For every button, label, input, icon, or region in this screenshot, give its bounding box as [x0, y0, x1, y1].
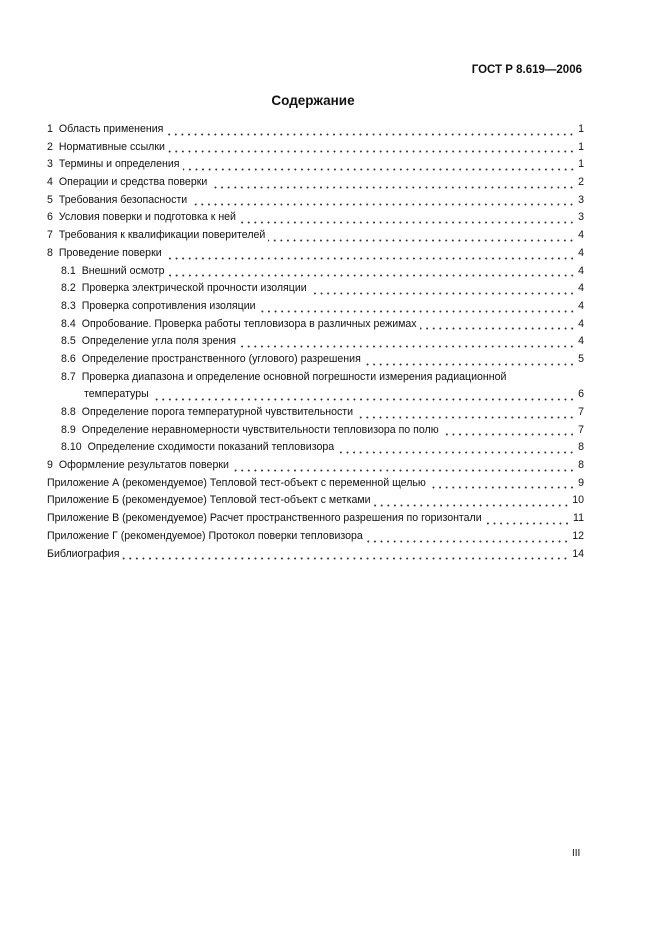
- toc-entry-title: Требования безопасности: [58, 193, 188, 206]
- dot-leader: [310, 283, 575, 295]
- toc-entry[interactable]: [47, 192, 584, 210]
- toc-entry-title: Определение порога температурной чувствительности: [81, 406, 354, 418]
- toc-entry-title: Оформление результатов поверки: [58, 459, 229, 472]
- toc-entry-number: 8.4: [61, 317, 76, 330]
- toc-entry-title: Требования к квалификации поверителей: [58, 229, 266, 242]
- toc-entry-title: Термины и определения: [58, 158, 180, 171]
- dot-leader: [337, 442, 575, 454]
- toc-entry[interactable]: [47, 139, 584, 157]
- toc-entry[interactable]: [47, 351, 584, 369]
- toc-entry-number: 8.8: [61, 406, 76, 418]
- toc-entry-page: 8: [578, 441, 584, 454]
- page-title: Содержание: [271, 93, 355, 108]
- page-number: III: [572, 848, 581, 859]
- toc-entry-page: 11: [573, 512, 584, 525]
- dot-leader: [366, 531, 569, 543]
- toc-entry-number: 8.6: [61, 352, 76, 365]
- toc-entry-number: 1: [47, 123, 53, 135]
- toc-entry-title: Внешний осмотр: [81, 264, 165, 277]
- toc-entry-number: 9: [47, 459, 53, 472]
- toc-entry-page: 1: [578, 140, 584, 153]
- toc-entry-page: 4: [578, 317, 584, 330]
- toc-entry-line: [61, 386, 584, 404]
- toc-entry-title: Условия поверки и подготовка к ней: [58, 211, 236, 224]
- dot-leader: [429, 477, 575, 489]
- dot-leader: [268, 230, 575, 242]
- toc-entry-page: 9: [578, 476, 584, 489]
- toc-entry-page: 4: [578, 335, 584, 348]
- toc-entry-title: Определение пространственного (углового) разрешения: [81, 352, 361, 365]
- toc-entry-title: Приложение Б (рекомендуемое) Тепловой тест-объект с метками: [47, 494, 371, 507]
- toc-entry-number: 4: [47, 176, 53, 189]
- toc-entry-title: Проведение поверки: [58, 246, 162, 259]
- toc-entry-title: Приложение А (рекомендуемое) Тепловой тест-объект с переменной щелью: [47, 476, 426, 489]
- dot-leader: [259, 301, 576, 313]
- toc-entry-page: 1: [578, 158, 584, 171]
- toc-entry[interactable]: [47, 174, 584, 192]
- toc-entry-page: 6: [578, 388, 584, 401]
- toc-entry-number: 6: [47, 211, 53, 224]
- toc-entry-page: 7: [578, 423, 584, 436]
- toc-entry-number: 5: [47, 193, 53, 206]
- toc-entry-number: 7: [47, 229, 53, 242]
- toc-entry-number: 8.5: [61, 335, 76, 348]
- toc-entry-page: 8: [578, 459, 584, 472]
- dot-leader: [152, 389, 575, 401]
- toc-entry-page: 4: [578, 264, 584, 277]
- dot-leader: [364, 354, 575, 366]
- toc-entry-page: 4: [578, 246, 584, 259]
- dot-leader: [442, 424, 575, 436]
- toc-entry[interactable]: [47, 439, 584, 457]
- toc-entry-page: 10: [572, 494, 584, 507]
- toc-entry-title: Определение неравномерности чувствительности тепловизора по полю: [81, 423, 439, 436]
- dot-leader: [356, 407, 575, 419]
- toc-entry-page: 5: [578, 352, 584, 365]
- toc-entry-page: 3: [578, 193, 584, 206]
- toc-entry-title: Приложение В (рекомендуемое) Расчет пространственного разрешения по горизонтали: [47, 512, 482, 525]
- toc-entry[interactable]: [47, 475, 584, 493]
- toc-entry-title: Проверка сопротивления изоляции: [81, 299, 256, 312]
- toc-entry[interactable]: [47, 121, 584, 139]
- toc-entry-page: 3: [578, 211, 584, 224]
- toc-entry-title: Библиография: [47, 547, 120, 560]
- toc-entry-number: 2: [47, 140, 53, 153]
- document-id: ГОСТ Р 8.619—2006: [471, 64, 582, 76]
- dot-leader: [210, 177, 575, 189]
- toc-entry-title: Проверка электрической прочности изоляции: [81, 282, 307, 295]
- toc-entry-number: 8.10: [61, 441, 82, 454]
- toc-entry-page: 7: [578, 406, 584, 418]
- toc-entry[interactable]: [47, 245, 584, 263]
- toc-entry-number: 8.7: [61, 370, 76, 383]
- dot-leader: [374, 495, 570, 507]
- toc-entry-title: Область применения: [58, 123, 164, 135]
- toc-entry-page: 4: [578, 229, 584, 242]
- dot-leader: [485, 513, 570, 525]
- toc-entry[interactable]: [47, 316, 584, 334]
- dot-leader: [168, 141, 575, 153]
- toc-entry-number: 8: [47, 246, 53, 259]
- toc-entry-page: 1: [578, 123, 584, 135]
- toc-entry-title-continued: температуры: [84, 388, 149, 401]
- toc-entry-page: 2: [578, 176, 584, 189]
- toc-entry-title: Определение угла поля зрения: [81, 335, 237, 348]
- toc-entry[interactable]: [47, 546, 584, 564]
- toc-entry[interactable]: [47, 209, 584, 227]
- toc-entry-title: Приложение Г (рекомендуемое) Протокол поверки тепловизора: [47, 529, 363, 542]
- toc-entry-number: 8.9: [61, 423, 76, 436]
- toc-entry-title: Нормативные ссылки: [58, 140, 165, 153]
- toc-entry[interactable]: [47, 280, 584, 298]
- toc-entry-page: 4: [578, 299, 584, 312]
- toc-entry-page: 12: [572, 529, 584, 542]
- toc-entry[interactable]: [47, 422, 584, 440]
- dot-leader: [420, 318, 575, 330]
- toc-entry[interactable]: [47, 457, 584, 475]
- dot-leader: [239, 336, 575, 348]
- dot-leader: [165, 248, 575, 260]
- toc-entry-title: Опробование. Проверка работы тепловизора в различных режимах: [81, 317, 417, 330]
- dot-leader: [122, 548, 569, 560]
- toc-entry-number: 8.3: [61, 299, 76, 312]
- dot-leader: [232, 460, 575, 472]
- toc-entry[interactable]: [47, 404, 584, 422]
- toc-entry-title: Операции и средства поверки: [58, 176, 208, 189]
- toc-entry[interactable]: [47, 369, 584, 404]
- toc-entry-title: Определение сходимости показаний тепловизора: [87, 441, 335, 454]
- toc-entry[interactable]: [47, 263, 584, 281]
- toc-entry-title: Проверка диапазона и определение основной погрешности измерения радиационной: [81, 370, 507, 383]
- toc-entry-number: 8.1: [61, 264, 76, 277]
- dot-leader: [190, 194, 575, 206]
- toc-entry-page: 14: [572, 547, 584, 560]
- toc-entry[interactable]: [47, 227, 584, 245]
- toc-entry-number: 3: [47, 158, 53, 171]
- dot-leader: [239, 212, 575, 224]
- toc-entry-number: 8.2: [61, 282, 76, 295]
- dot-leader: [166, 124, 575, 136]
- toc-entry-page: 4: [578, 282, 584, 295]
- dot-leader: [183, 159, 576, 171]
- dot-leader: [168, 265, 576, 277]
- toc-entry[interactable]: [47, 298, 584, 316]
- toc-entry[interactable]: [47, 492, 584, 510]
- toc-entry-line: [61, 369, 584, 387]
- toc-entry[interactable]: [47, 510, 584, 528]
- toc-entry[interactable]: [47, 156, 584, 174]
- toc-entry[interactable]: [47, 333, 584, 351]
- toc-entry[interactable]: [47, 528, 584, 546]
- table-of-contents: [47, 121, 584, 563]
